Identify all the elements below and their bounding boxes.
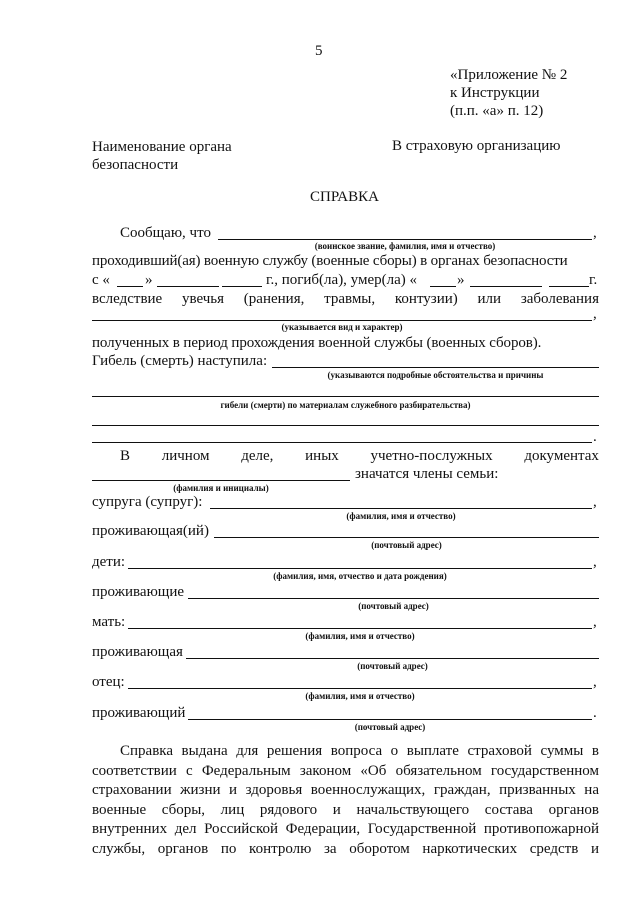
spouse-label: супруга (супруг): [92, 494, 203, 510]
word: личном [161, 448, 210, 464]
father-fill-line[interactable] [128, 688, 592, 689]
service-line: проходивший(ая) военную службу (военные сборы) в органах безопасности [92, 253, 568, 269]
footer-line-2: соответствии с Федеральным законом «Об обязательном государственном [92, 762, 599, 779]
received-line: полученных в период прохождения военной службы (военных сборов). [92, 335, 542, 351]
name-hint: (фамилия и инициалы) [173, 483, 269, 493]
children-fill-line[interactable] [128, 568, 592, 569]
comma: , [593, 494, 597, 510]
death-hint: (указываются подробные обстоятельства и причины [327, 370, 544, 380]
residing-father-fill-line[interactable] [188, 719, 592, 720]
comma: , [593, 306, 597, 322]
word: В [120, 448, 131, 464]
address-hint: (почтовый адрес) [358, 601, 429, 611]
mother-fill-line[interactable] [128, 628, 592, 629]
family-label: значатся члены семьи: [355, 466, 499, 482]
inform-fill-line[interactable] [218, 239, 592, 240]
extra-fill-line-2[interactable] [92, 442, 592, 443]
residing-father-label: проживающий [92, 705, 186, 721]
father-hint: (фамилия, имя и отчество) [305, 691, 415, 701]
recipient: В страховую организацию [392, 138, 561, 154]
residing-mother-label: проживающая [92, 644, 183, 660]
sender-line-2: безопасности [92, 157, 179, 173]
word: увечья [181, 291, 225, 307]
residing-children-fill-line[interactable] [188, 598, 599, 599]
dot: . [593, 705, 597, 721]
death-hint-2: гибели (смерти) по материалам служебного разбирательства) [220, 400, 471, 410]
comma: , [593, 554, 597, 570]
dot: . [593, 429, 597, 445]
kind-fill-line[interactable] [92, 320, 592, 321]
personal-file-line [120, 447, 599, 465]
mother-hint: (фамилия, имя и отчество) [305, 631, 415, 641]
inform-hint: (воинское звание, фамилия, имя и отчество) [314, 241, 496, 251]
death-fill-line-2[interactable] [92, 396, 599, 397]
date-end-month-line[interactable] [470, 286, 542, 287]
death-label: Гибель (смерть) наступила: [92, 353, 268, 369]
inform-label: Сообщаю, что [120, 225, 211, 241]
date-start-year-line[interactable] [222, 286, 262, 287]
footer-line-1: Справка выдана для решения вопроса о выплате страховой суммы в [120, 743, 599, 759]
comma: , [593, 225, 597, 241]
appendix-line-2: к Инструкции [450, 85, 540, 101]
appendix-line-3: (п.п. «а» п. 12) [450, 103, 544, 119]
address-hint: (почтовый адрес) [371, 540, 442, 550]
footer-line-5: внутренних дел Российской Федерации, Государственной противопожарной [92, 821, 599, 837]
word: контузии) [394, 291, 458, 307]
word: заболевания [520, 291, 599, 307]
extra-fill-line-1[interactable] [92, 425, 599, 426]
comma: , [593, 674, 597, 690]
footer-line-4: военные сборы, лиц рядового и начальствующего состава органов [92, 801, 599, 818]
date-start-month-line[interactable] [157, 286, 219, 287]
kind-hint: (указывается вид и характер) [281, 322, 403, 332]
residing-children-label: проживающие [92, 584, 185, 600]
children-label: дети: [92, 554, 126, 570]
quote-close: » [145, 272, 153, 288]
residing-mother-fill-line[interactable] [186, 658, 599, 659]
spouse-hint: (фамилия, имя и отчество) [346, 511, 456, 521]
mother-label: мать: [92, 614, 126, 630]
word: вследствие [92, 291, 163, 307]
date-end-day-line[interactable] [430, 286, 456, 287]
document-title: СПРАВКА [310, 189, 379, 205]
word: (ранения, [243, 291, 305, 307]
date-start-day-line[interactable] [117, 286, 143, 287]
date-end-year-line[interactable] [549, 286, 589, 287]
word: иных [305, 448, 339, 464]
father-label: отец: [92, 674, 125, 690]
perished-label: г., погиб(ла), умер(ла) « [266, 272, 418, 288]
year-suffix: г. [589, 272, 598, 288]
residing-spouse-label: проживающая(ий) [92, 523, 209, 539]
children-hint: (фамилия, имя, отчество и дата рождения) [273, 571, 447, 581]
word: документах [524, 448, 599, 464]
consequence-line [92, 290, 599, 308]
spouse-fill-line[interactable] [210, 508, 592, 509]
address-hint: (почтовый адрес) [354, 722, 426, 732]
comma: , [593, 614, 597, 630]
word: травмы, [324, 291, 376, 307]
date-start-label: с « [92, 272, 110, 288]
word: или [477, 291, 502, 307]
residing-spouse-fill-line[interactable] [214, 537, 599, 538]
quote-close: » [457, 272, 465, 288]
footer-line-3: страховании жизни и здоровья военнослужащих, граждан, призванных на [92, 782, 599, 798]
address-hint: (почтовый адрес) [357, 661, 428, 671]
footer-paragraph [92, 742, 599, 859]
word: деле, [241, 448, 274, 464]
footer-line-6: службы, органов по контролю за оборотом наркотических средств и [92, 840, 599, 857]
page-number: 5 [315, 43, 323, 59]
sender-line-1: Наименование органа [92, 139, 232, 155]
appendix-line-1: «Приложение № 2 [450, 67, 568, 83]
word: учетно-послужных [370, 448, 493, 464]
name-fill-line[interactable] [92, 480, 350, 481]
death-fill-line[interactable] [272, 367, 599, 368]
